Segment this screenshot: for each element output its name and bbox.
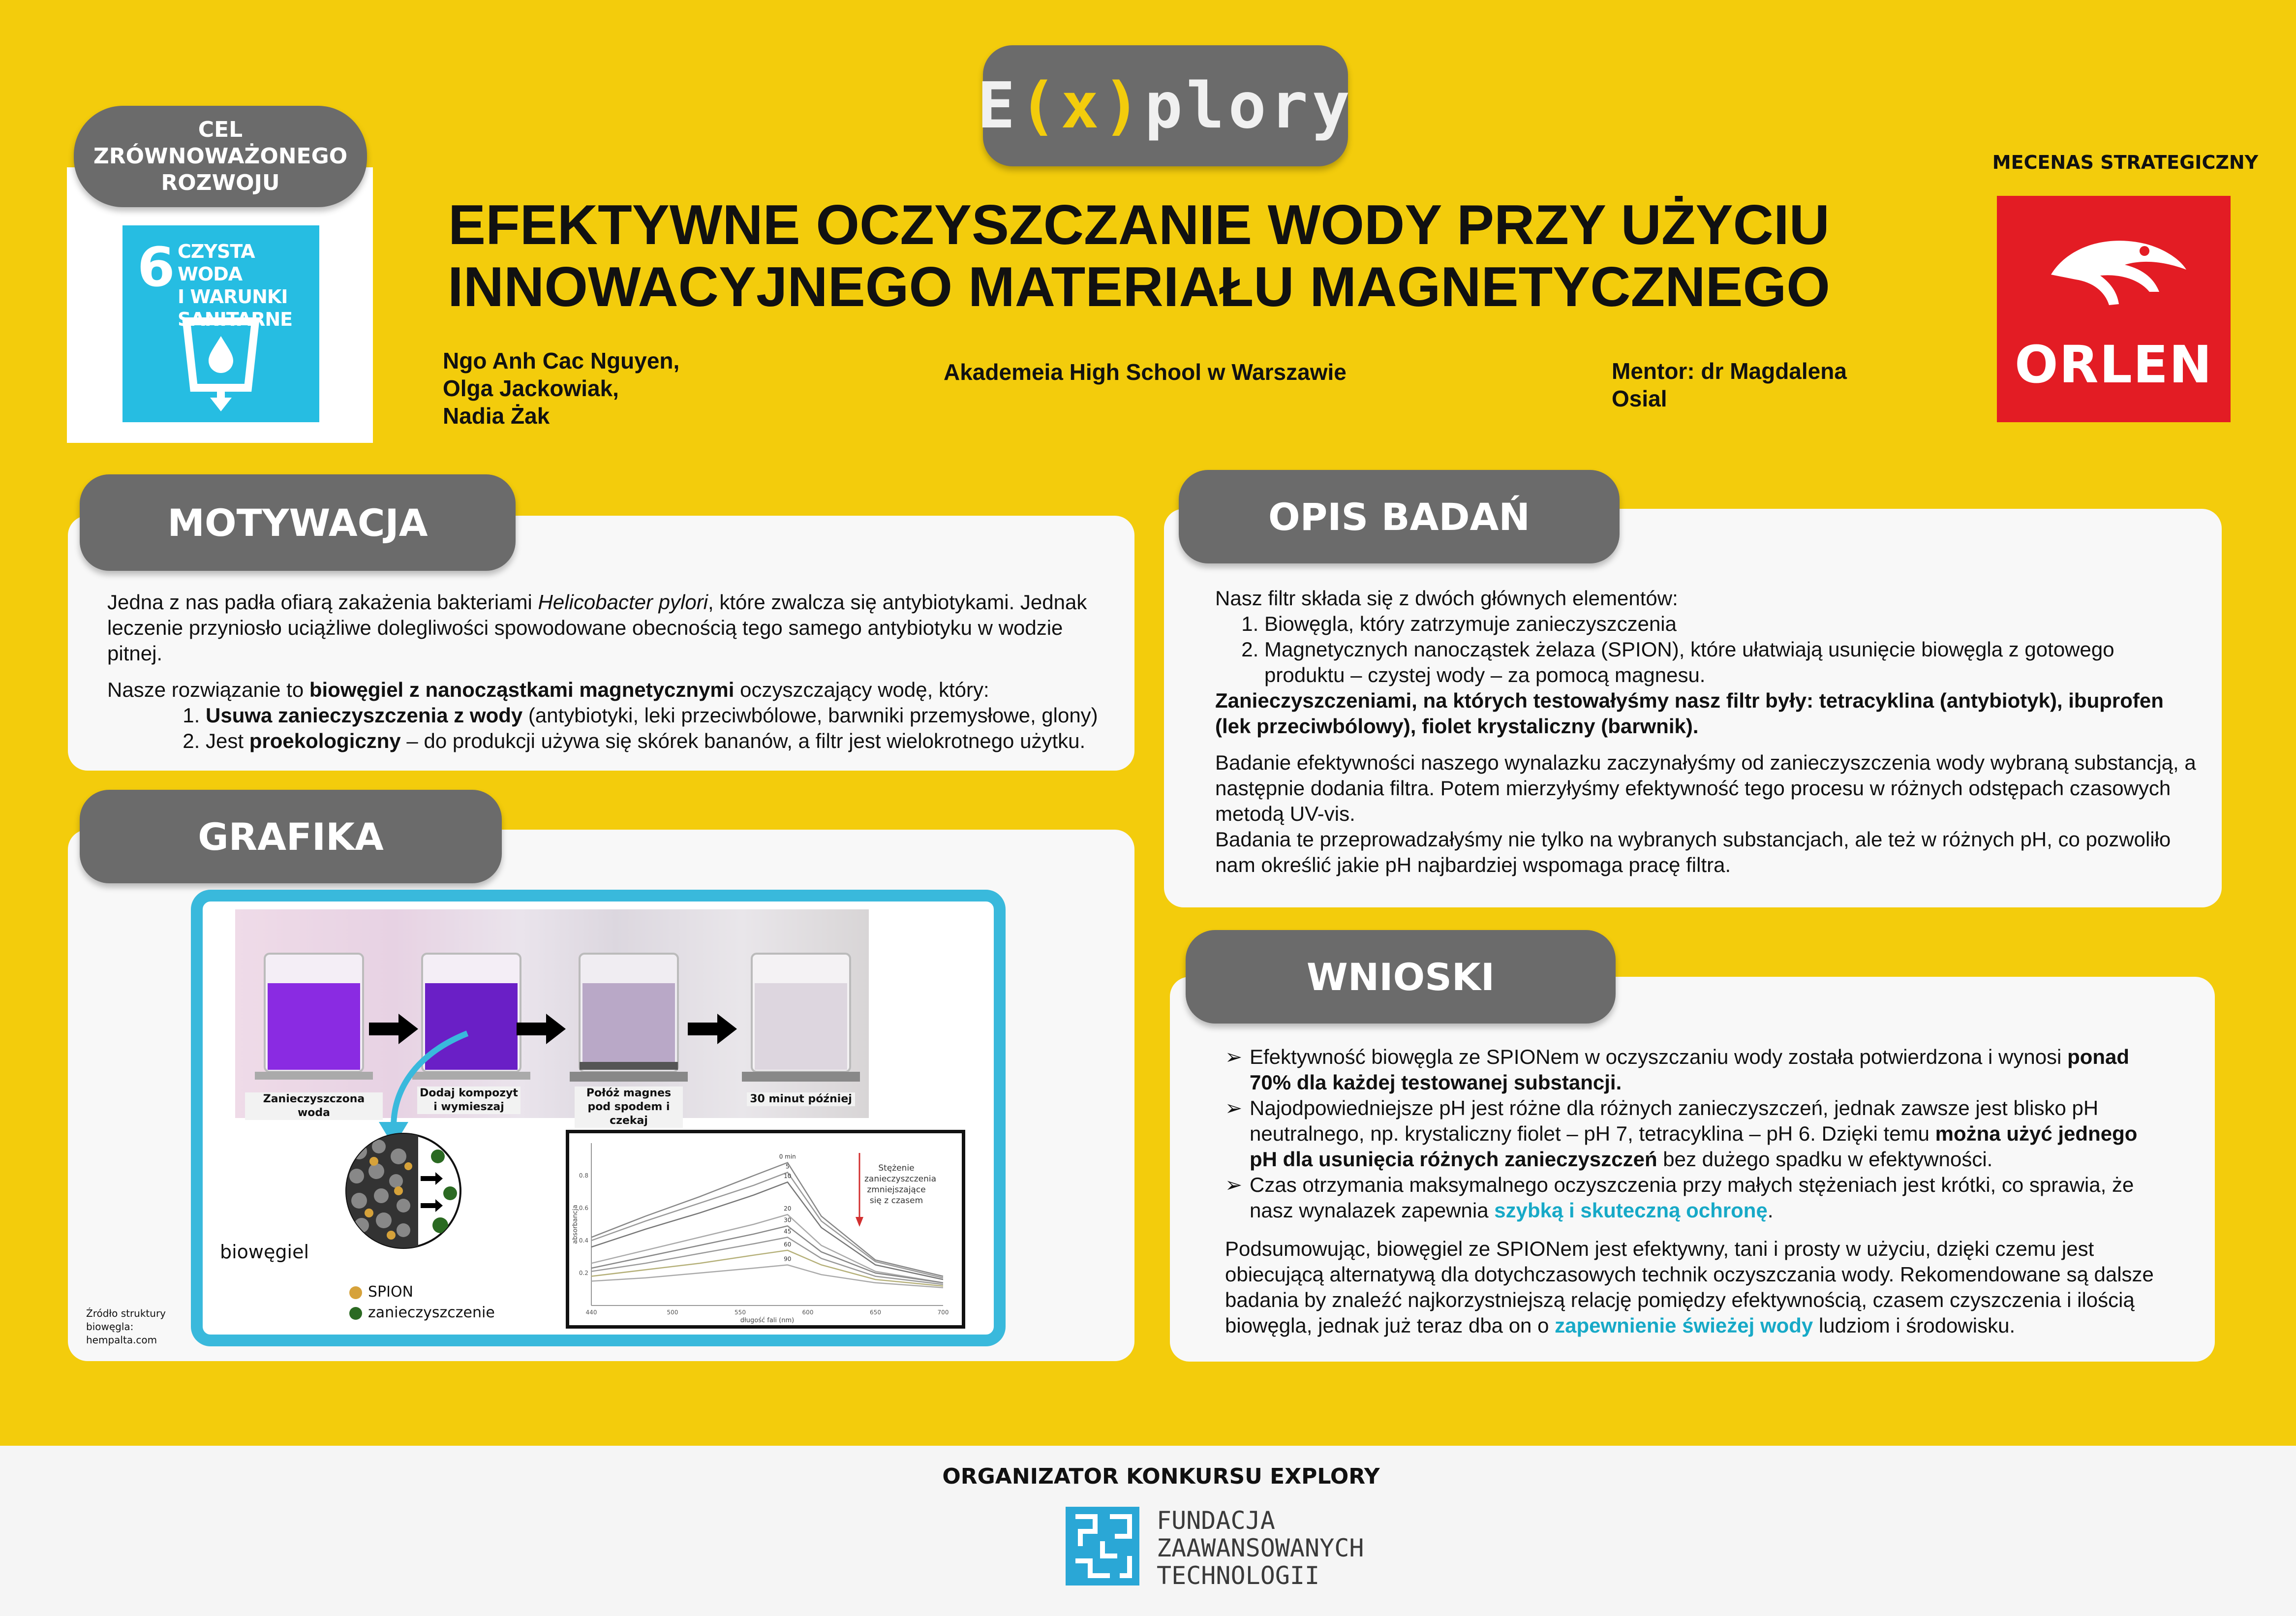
series-line (591, 1237, 943, 1284)
step-label-2: Dodaj kompozyt i wymieszaj (417, 1087, 520, 1114)
mentor-line-2: Osial (1612, 386, 1667, 411)
fundacja-name (1157, 1507, 1364, 1589)
source-line-3: hempalta.com (86, 1334, 157, 1346)
title-line-1: EFEKTYWNE OCZYSZCZANIE WODY PRZY UŻYCIU (448, 194, 1830, 256)
y-tick-label: 0.2 (579, 1270, 588, 1276)
motywacja-heading: MOTYWACJA (80, 474, 516, 571)
wnioski-summary: Podsumowując, biowęgiel ze SPIONem jest efektywny, tani i prosty w użyciu, dzięki czemu jest obiecującą alternatywą dla dotychczasowych technik oczyszczania wody. Rekomendowane są dalsze badania by znaleźć najkorzystniejszą relację pomiędzy efektywnością, czasem czyszczenia i ilością biowęgla, jednak już teraz dba on o zapewnienie świeżej wody ludziom i środowisku. (1225, 1237, 2154, 1337)
wnioski-text (1225, 1044, 2170, 1338)
motywacja-text (107, 590, 1111, 754)
list-item: 1. Usuwa zanieczyszczenia z wody (antybiotyki, leki przeciwbólowe, barwniki przemysłowe, glony) (206, 703, 1111, 728)
water-glass-icon (122, 225, 319, 422)
beaker-3 (570, 954, 688, 1082)
wnioski-heading: WNIOSKI (1186, 930, 1616, 1024)
sdg6-number: 6 (137, 236, 175, 299)
sdg6-tile (122, 225, 319, 422)
x-tick-label: 700 (937, 1309, 949, 1316)
step-label-3: Połóż magnes pod spodem i czekaj (575, 1087, 683, 1128)
sdg6-name-line-2: I WARUNKI (178, 286, 288, 308)
opis-paragraph-3: Badania te przeprowadzałyśmy nie tylko na wybranych substancjach, ale też w różnych pH, co pozwoliło nam określić jakie pH najbardziej wspomaga pracę filtra. (1215, 828, 2171, 876)
beaker-1 (255, 954, 373, 1080)
legend (349, 1282, 495, 1323)
logo-paren-close: ) (1102, 69, 1145, 143)
fundacja-line-1: FUNDACJA (1157, 1506, 1275, 1535)
poster-title (443, 194, 1835, 318)
sdg-pill (74, 106, 367, 207)
fundacja-maze-icon (1066, 1507, 1139, 1585)
sdg6-name-line-3: SANITARNE (178, 309, 293, 330)
series-line (591, 1214, 943, 1283)
x-tick-label: 550 (735, 1309, 746, 1316)
fundacja-logo (1066, 1506, 1380, 1590)
chart-annotation: Stężenie zanieczyszczenia zmniejszające się z czasem (864, 1163, 937, 1206)
series-label: 45 (784, 1228, 792, 1235)
patron-label: MECENAS STRATEGICZNY (1992, 152, 2259, 173)
arrow-3 (688, 1014, 737, 1044)
series-label: 90 (784, 1255, 792, 1263)
opis-paragraph-2: Badanie efektywności naszego wynalazku zaczynałyśmy od zanieczyszczenia wody wybraną substancją, a następnie dodania filtra. Potem mierzyłyśmy efektywność tego procesu w różnych odstępach czasowych metodą UV-vis. (1215, 751, 2196, 825)
uvvis-chart-svg (569, 1133, 962, 1325)
logo-paren-open: ( (1019, 69, 1061, 143)
y-axis-label: absorbancja (572, 1205, 579, 1244)
logo-letter-e: E (977, 69, 1019, 143)
x-tick-label: 440 (585, 1309, 597, 1316)
y-tick-label: 0.6 (579, 1205, 588, 1212)
authors (443, 347, 738, 430)
beaker-4 (742, 954, 860, 1082)
author-1: Ngo Anh Cac Nguyen, (443, 348, 680, 373)
x-tick-label: 500 (667, 1309, 678, 1316)
legend-item-spion: SPION (349, 1282, 495, 1303)
school: Akademeia High School w Warszawie (944, 359, 1347, 385)
series-label: 60 (784, 1241, 792, 1248)
list-item: ➢ Czas otrzymania maksymalnego oczyszczenia przy małych stężeniach jest krótki, co sprawia, że nasz wynalazek zapewnia szybką i skuteczną ochronę. (1250, 1172, 2170, 1223)
explory-logo (977, 45, 1354, 166)
grafika-heading: GRAFIKA (80, 790, 502, 883)
step-label-4: 30 minut później (747, 1092, 855, 1106)
title-line-2: INNOWACYJNEGO MATERIAŁU MAGNETYCZNEGO (448, 256, 1830, 318)
source-line-1: Źródło struktury (86, 1307, 166, 1319)
sdg6-name-line-1: CZYSTA WODA (178, 241, 255, 285)
wnioski-list (1225, 1044, 2170, 1223)
mentor (1612, 357, 1847, 412)
series-label: 30 (784, 1216, 792, 1224)
arrow-2 (517, 1014, 566, 1044)
x-tick-label: 650 (870, 1309, 881, 1316)
trend-arrow-head (856, 1217, 863, 1227)
motywacja-list (107, 703, 1111, 754)
list-item: ➢ Efektywność biowęgla ze SPIONem w oczyszczaniu wody została potwierdzona i wynosi ponad 70% dla każdej testowanej substancji. (1250, 1044, 2170, 1095)
orlen-eagle-icon (1997, 196, 2231, 343)
logo-letters-plory: plory (1144, 69, 1354, 143)
y-tick-label: 0.4 (579, 1237, 588, 1244)
sdg-pill-line-2: ZRÓWNOWAŻONEGO (93, 144, 348, 169)
motywacja-paragraph-1: Jedna z nas padła ofiarą zakażenia bakteriami Helicobacter pylori, które zwalcza się antybiotykami. Jednak leczenie przyniosło uciążliwe dolegliwości spowodowane obecnością tego samego antybiotyku w wodzie pitnej. (107, 590, 1087, 665)
list-item: 2. Jest proekologiczny – do produkcji używa się skórek bananów, a filtr jest wielokrotnego użytku. (206, 728, 1111, 754)
x-tick-label: 600 (802, 1309, 814, 1316)
beakers-illustration (235, 909, 869, 1118)
beaker-photo-strip (235, 909, 869, 1127)
list-item: 1. Biowęgla, który zatrzymuje zanieczyszczenia (1264, 611, 2199, 637)
y-tick-label: 0.8 (579, 1172, 588, 1179)
image-source-note (86, 1307, 166, 1347)
list-item: ➢ Najodpowiedniejsze pH jest różne dla różnych zanieczyszczeń, jednak zawsze jest blisko pH neutralnego, np. krystaliczny fiolet – pH 7, tetracyklina – pH 6. Dzięki temu można użyć jednego pH dla usunięcia różnych zanieczyszczeń bez dużego spadku w efektywności. (1250, 1095, 2170, 1172)
sdg-pill-line-1: CEL (198, 117, 243, 142)
opis-text (1215, 586, 2199, 878)
legend-item-pollutant: zanieczyszczenie (349, 1303, 495, 1323)
opis-pollutants: Zanieczyszczeniami, na których testowałyśmy nasz filtr były: tetracyklina (antybiotyk), ibuprofen (lek przeciwbólowy), fiolet krystaliczny (barwnik). (1215, 689, 2164, 738)
opis-intro: Nasz filtr składa się z dwóch głównych elementów: (1215, 587, 1678, 610)
logo-letter-x: x (1061, 69, 1103, 143)
step-label-1: Zanieczyszczona woda (245, 1092, 383, 1120)
biochar-label: biowęgiel (220, 1241, 309, 1263)
motywacja-paragraph-2: Nasze rozwiązanie to biowęgiel z nanocząstkami magnetycznymi oczyszczający wodę, który: (107, 678, 989, 701)
spion-dot-icon (349, 1286, 362, 1299)
author-3: Nadia Żak (443, 403, 550, 429)
series-label: 5 (785, 1163, 790, 1170)
orlen-logo (1997, 196, 2231, 422)
sdg-pill-line-3: ROZWOJU (161, 170, 280, 195)
uvvis-chart (566, 1130, 965, 1329)
fundacja-line-3: TECHNOLOGII (1157, 1561, 1320, 1590)
fundacja-line-2: ZAAWANSOWANYCH (1157, 1534, 1364, 1562)
author-2: Olga Jackowiak, (443, 375, 619, 401)
biochar-structure-illustration (344, 1132, 462, 1250)
opis-heading: OPIS BADAŃ (1179, 470, 1620, 563)
source-line-2: biowęgla: (86, 1321, 134, 1333)
organizer-label: ORGANIZATOR KONKURSU EXPLORY (942, 1464, 1380, 1489)
mentor-line-1: Mentor: dr Magdalena (1612, 358, 1847, 384)
series-label: 20 (784, 1205, 792, 1212)
pollutant-dot-icon (349, 1307, 362, 1320)
orlen-wordmark: ORLEN (2015, 335, 2213, 395)
opis-list (1215, 611, 2199, 688)
series-label: 0 min (779, 1153, 796, 1160)
series-label: 10 (784, 1173, 792, 1180)
list-item: 2. Magnetycznych nanocząstek żelaza (SPION), które ułatwiają usunięcie biowęgla z gotowego produktu – czystej wody – za pomocą magnesu. (1264, 637, 2199, 688)
x-axis-label: długość fali (nm) (740, 1317, 795, 1324)
